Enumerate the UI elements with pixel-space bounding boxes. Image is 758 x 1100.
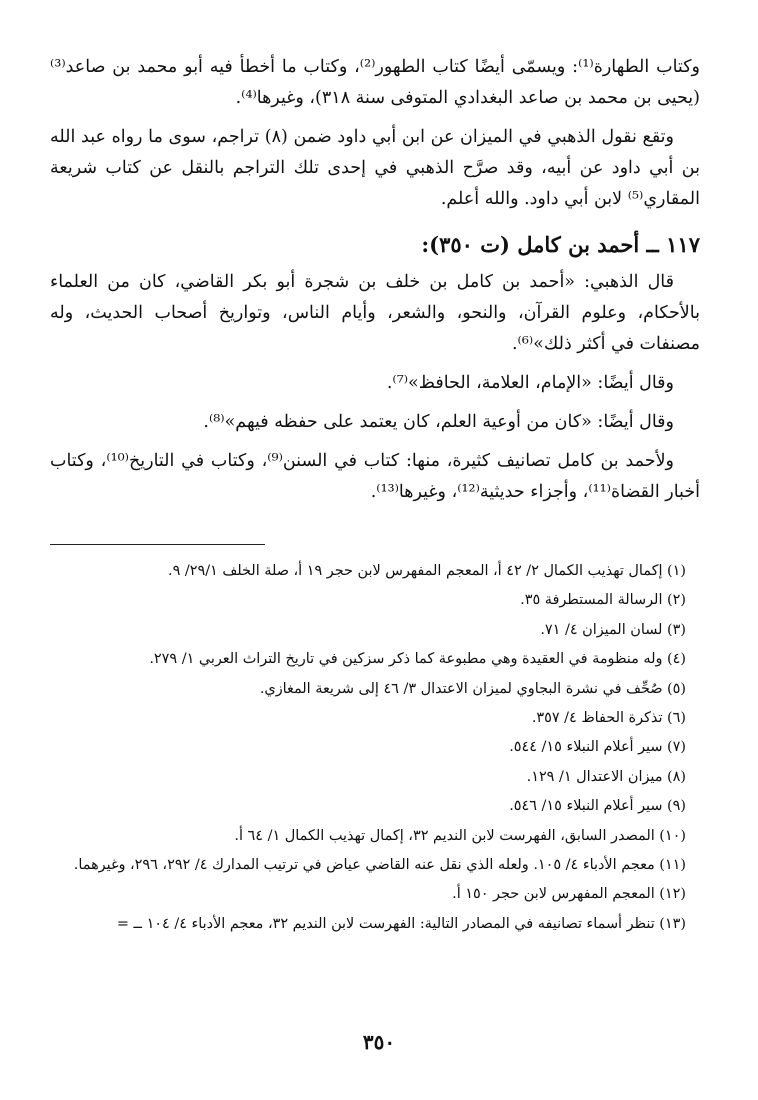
footnote-12: (١٢) المعجم المفهرس لابن حجر ١٥٠ أ. (452, 886, 686, 903)
body-paragraph-2: وتقع نقول الذهبي في الميزان عن ابن أبي داود ضمن (٨) تراجم، سوى ما رواه عبد الله بن أبي داود عن أبيه، وقد صرَّح الذهبي في إحدى تلك التراجم بالنقل عن كتاب شريعة المقاري⁽⁵⁾ لابن أبي داود. والله أعلم. (50, 127, 700, 209)
footnote-4: (٤) وله منظومة في العقيدة وهي مطبوعة كما ذكر سزكين في تاريخ التراث العربي ١/ ٢٧٩. (149, 651, 686, 668)
footnote-13: (١٣) تنظر أسماء تصانيفه في المصادر التالية: الفهرست لابن النديم ٣٢، معجم الأدباء ٤/ ١٠٤ ــ = (116, 915, 686, 932)
entry-paragraph-3: وقال أيضًا: «كان من أوعية العلم، كان يعتمد على حفظه فيهم»⁽⁸⁾. (203, 412, 674, 432)
footnote-rule (50, 544, 265, 545)
entry-paragraph-2: وقال أيضًا: «الإمام، العلامة، الحافظ»⁽⁷⁾. (386, 373, 674, 393)
footnote-7: (٧) سير أعلام النبلاء ١٥/ ٥٤٤. (509, 739, 686, 756)
footnote-8: (٨) ميزان الاعتدال ١/ ١٢٩. (526, 768, 686, 785)
footnote-separator (50, 544, 700, 545)
page-number: ٣٥٠ (362, 1030, 396, 1054)
footnote-10: (١٠) المصدر السابق، الفهرست لابن النديم ٣٢، إكمال تهذيب الكمال ١/ ٦٤ أ. (234, 827, 686, 844)
body-paragraph-1: وكتاب الطهارة⁽¹⁾: ويسمّى أيضًا كتاب الطهور⁽²⁾، وكتاب ما أخطأ فيه أبو محمد بن صاعد⁽³⁾ (يحيى بن محمد بن صاعد البغدادي المتوفى سنة ٣١٨)، وغيرها⁽⁴⁾. (50, 57, 700, 108)
footnote-6: (٦) تذكرة الحفاظ ٤/ ٣٥٧. (531, 710, 686, 727)
entry-heading: ١١٧ ــ أحمد بن كامل (ت ٣٥٠): (421, 232, 700, 257)
entry-paragraph-4: ولأحمد بن كامل تصانيف كثيرة، منها: كتاب في السنن⁽⁹⁾، وكتاب في التاريخ⁽¹⁰⁾، وكتاب أخبار القضاة⁽¹¹⁾، وأجزاء حديثية⁽¹²⁾، وغيرها⁽¹³⁾. (50, 451, 700, 502)
entry-paragraph-1: قال الذهبي: «أحمد بن كامل بن خلف بن شجرة أبو بكر القاضي، كان من العلماء بالأحكام، وعلوم القرآن، والنحو، والشعر، وأيام الناس، وتواريخ أصحاب الحديث، وله مصنفات في أكثر ذلك»⁽⁶⁾. (50, 272, 700, 354)
footnote-1: (١) إكمال تهذيب الكمال ٢/ ٤٢ أ، المعجم المفهرس لابن حجر ١٩ أ، صلة الخلف ٢٩/١/ ٩. (167, 563, 686, 579)
page-content (50, 52, 700, 939)
footnote-9: (٩) سير أعلام النبلاء ١٥/ ٥٤٦. (509, 798, 686, 815)
footnotes (50, 557, 700, 939)
footnote-3: (٣) لسان الميزان ٤/ ٧١. (540, 621, 686, 638)
footnote-2: (٢) الرسالة المستطرفة ٣٥. (520, 592, 686, 609)
footnote-11: (١١) معجم الأدباء ٤/ ١٠٥. ولعله الذي نقل عنه القاضي عياض في ترتيب المدارك ٤/ ٢٩٢، ٢٩٦، وغيرهما. (73, 857, 686, 874)
footnote-5: (٥) صُحِّف في نشرة البجاوي لميزان الاعتدال ٣/ ٤٦ إلى شريعة المغازي. (259, 680, 686, 697)
